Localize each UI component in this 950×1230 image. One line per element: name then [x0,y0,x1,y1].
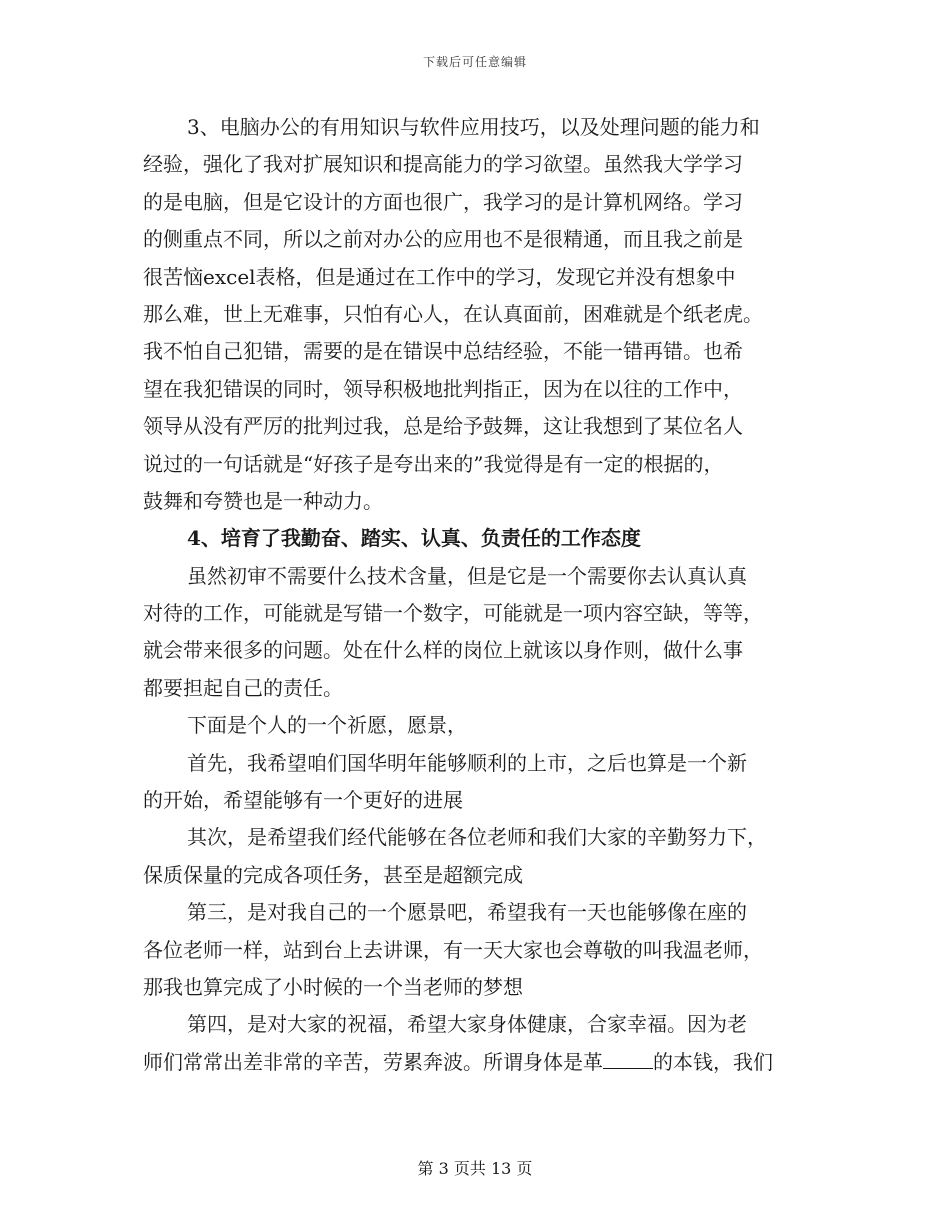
fill-in-blank [603,1046,653,1069]
paragraph-line: 经验，强化了我对扩展知识和提高能力的学习欲望。虽然我大学学习 [143,152,743,177]
paragraph-line: 都要担起自己的责任。 [143,675,343,700]
line-text: 师们常常出差非常的辛苦，劳累奔波。所谓身体是革 [143,1049,603,1074]
line-text: 的本钱，我们 [653,1049,773,1074]
paragraph-line: 说过的一句话就是“好孩子是夸出来的”我觉得是有一定的根据的， [143,451,724,476]
paragraph-line: 首先，我希望咱们国华明年能够顺利的上市，之后也算是一个新 [187,750,747,775]
paragraph-line: 我不怕自己犯错，需要的是在错误中总结经验，不能一错再错。也希 [143,339,743,364]
paragraph-line: 其次，是希望我们经代能够在各位老师和我们大家的辛勤努力下， [187,825,767,850]
paragraph-line: 第三，是对我自己的一个愿景吧，希望我有一天也能够像在座的 [187,900,747,925]
paragraph-line: 对待的工作，可能就是写错一个数字，可能就是一项内容空缺，等等， [143,601,763,626]
paragraph-line: 的是电脑，但是它设计的方面也很广，我学习的是计算机网络。学习 [143,189,743,214]
paragraph-line: 各位老师一样，站到台上去讲课，有一天大家也会尊敬的叫我温老师， [143,937,763,962]
paragraph-line: 那我也算完成了小时候的一个当老师的梦想 [143,974,523,999]
paragraph-line: 鼓舞和夸赞也是一种动力。 [143,488,383,513]
paragraph-line: 虽然初审不需要什么技术含量，但是它是一个需要你去认真认真 [187,563,747,588]
paragraph-line: 领导从没有严厉的批判过我，总是给予鼓舞，这让我想到了某位名人 [143,414,743,439]
paragraph-line: 下面是个人的一个祈愿，愿景， [187,713,467,738]
page-header: 下载后可任意编辑 [422,55,527,69]
paragraph-line: 第四，是对大家的祝福，希望大家身体健康，合家幸福。因为老 [187,1012,747,1037]
paragraph-line: 很苦恼excel表格，但是通过在工作中的学习，发现它并没有想象中 [143,264,736,289]
section-heading: 4、培育了我勤奋、踏实、认真、负责任的工作态度 [187,526,641,551]
paragraph-line: 保质保量的完成各项任务，甚至是超额完成 [143,862,523,887]
paragraph-line: 那么难，世上无难事，只怕有心人，在认真面前，困难就是个纸老虎。 [143,301,763,326]
paragraph-line: 就会带来很多的问题。处在什么样的岗位上就该以身作则，做什么事 [143,638,743,663]
paragraph-line: 的侧重点不同，所以之前对办公的应用也不是很精通，而且我之前是 [143,227,743,252]
document-body [143,109,808,1081]
page-footer: 第 3 页共 13 页 [417,1159,533,1178]
paragraph-line: 望在我犯错误的同时，领导积极地批判指正，因为在以往的工作中， [143,376,743,401]
paragraph-line: 的开始，希望能够有一个更好的进展 [143,788,463,813]
paragraph-line [143,1044,808,1081]
paragraph-line: 3、电脑办公的有用知识与软件应用技巧，以及处理问题的能力和 [187,115,760,139]
